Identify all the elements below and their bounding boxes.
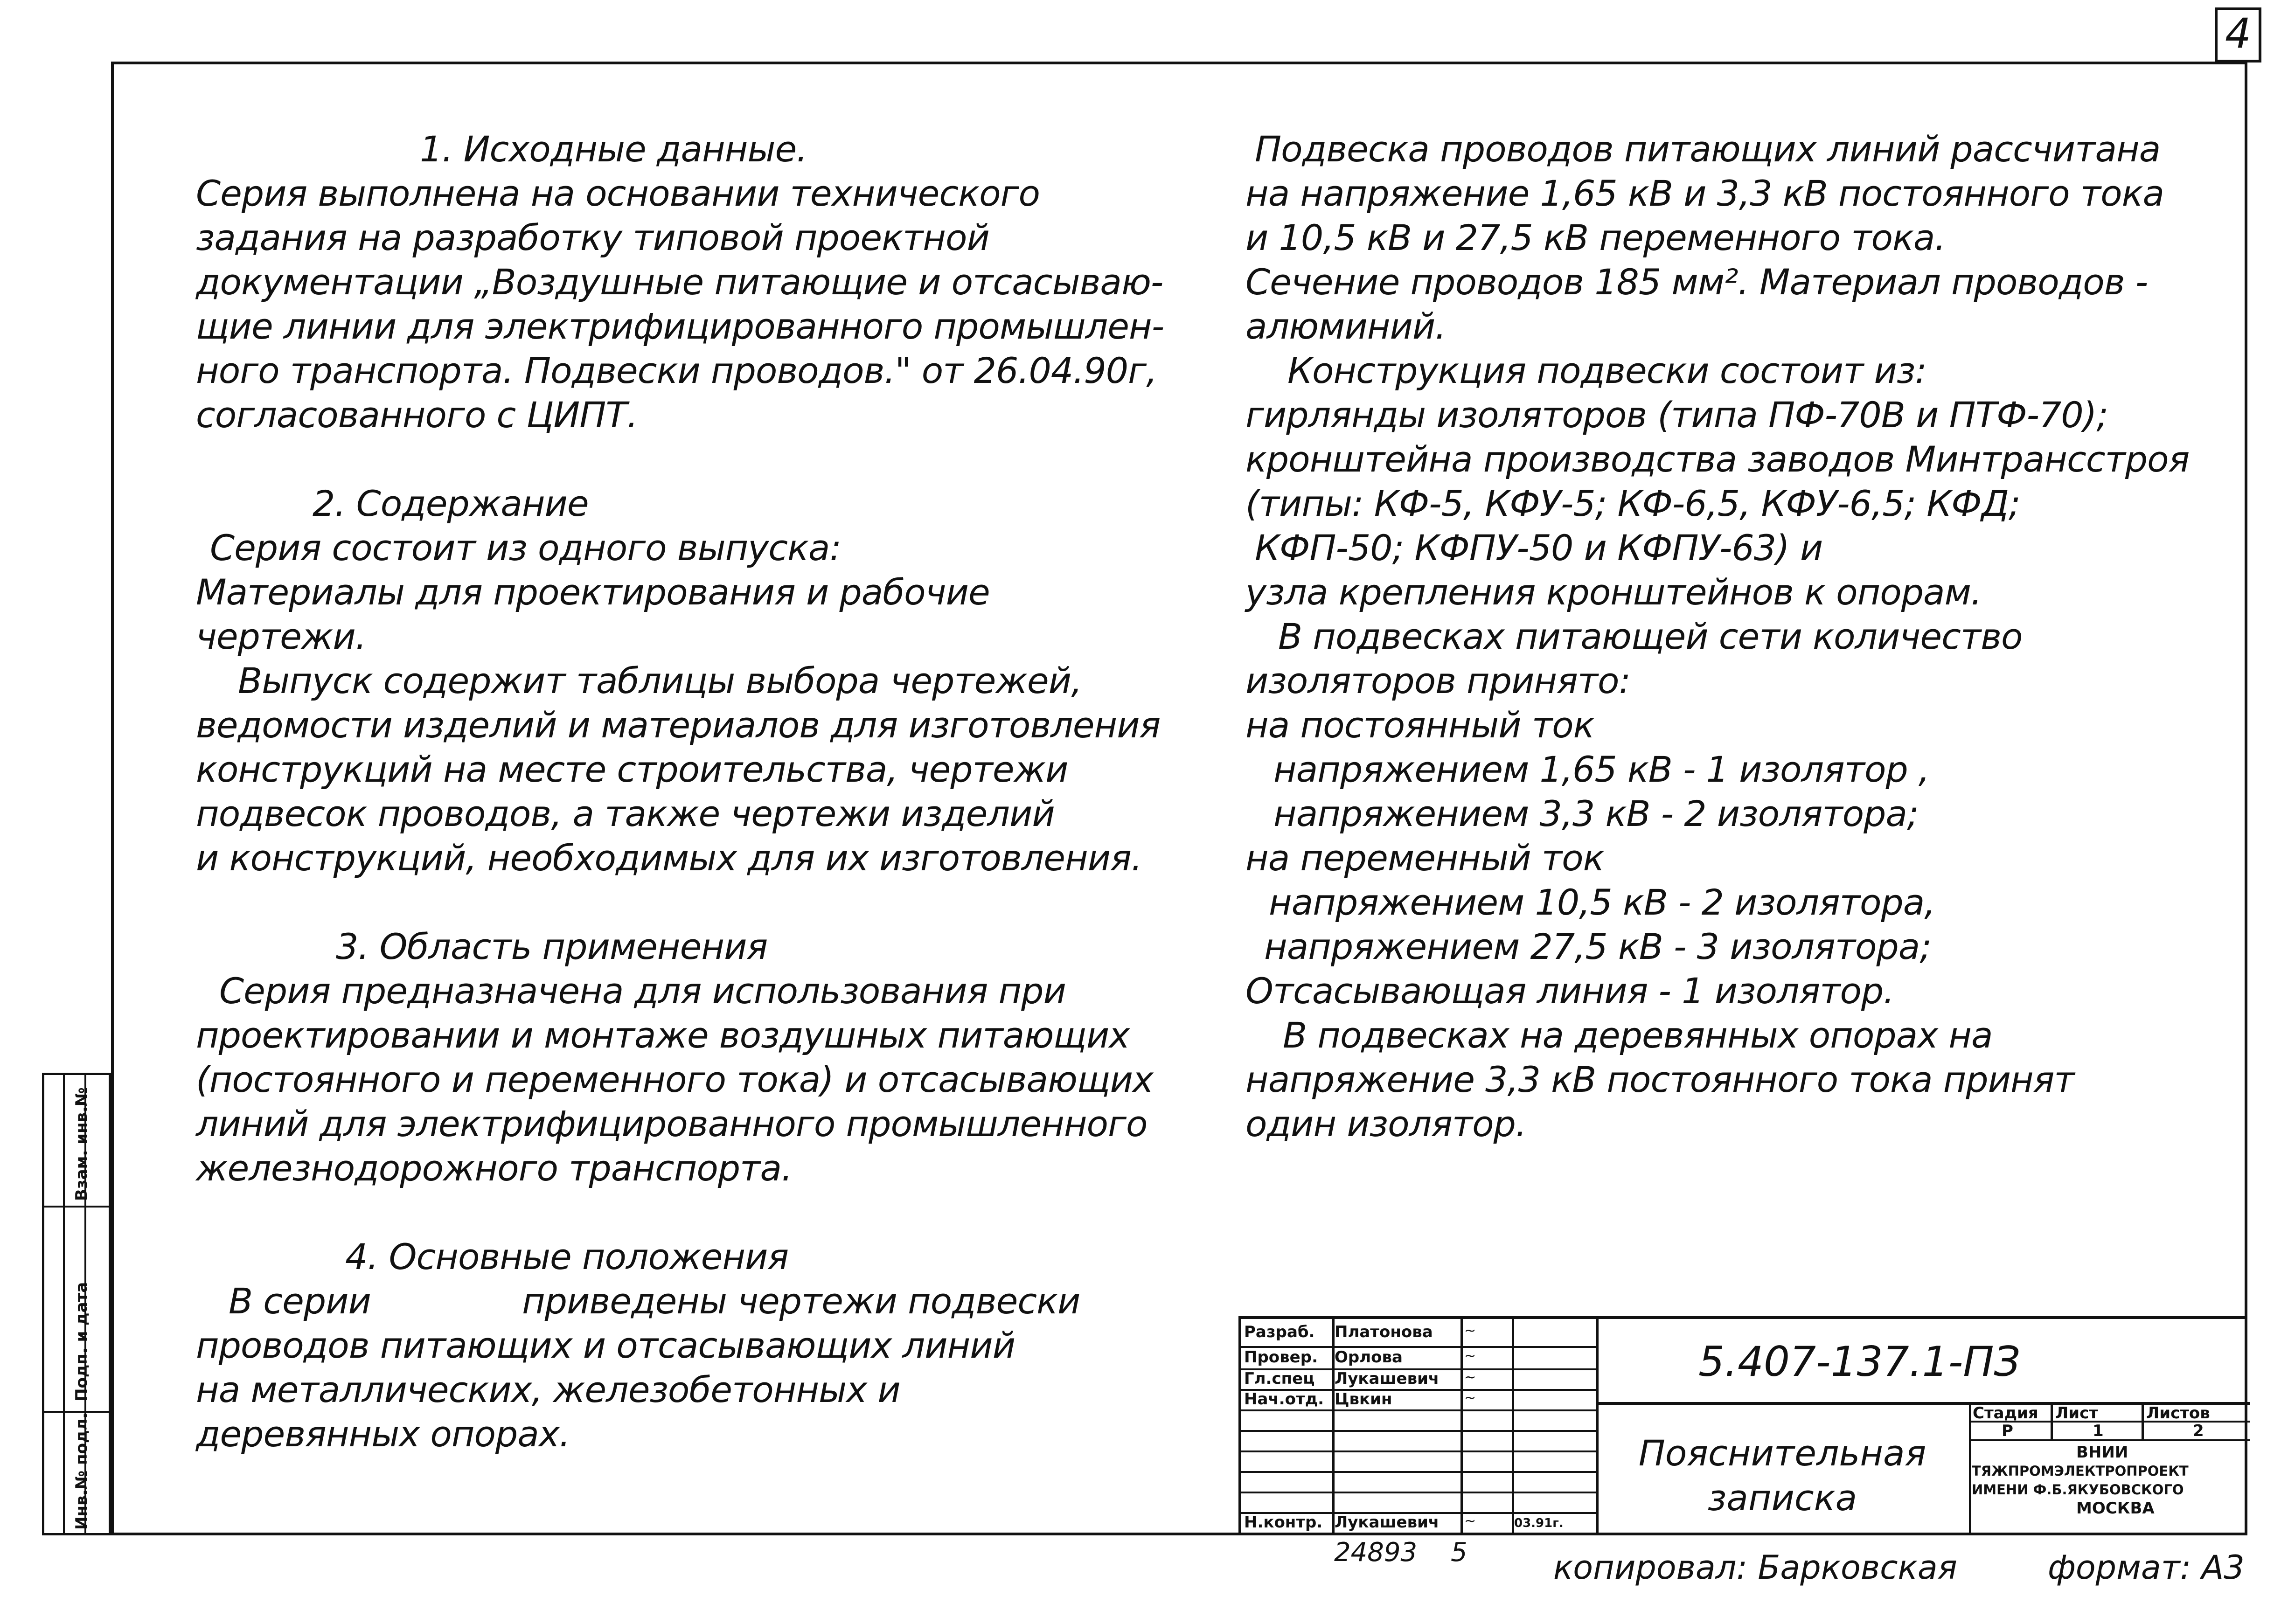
left-line: 1. Исходные данные.: [420, 128, 807, 170]
left-line: Серия предназначена для использования при: [219, 970, 1066, 1012]
left-line: Серия состоит из одного выпуска:: [210, 527, 841, 569]
role-3: Гл.спец: [1244, 1369, 1315, 1388]
left-line: Серия выполнена на основании технического: [196, 173, 1040, 214]
left-line: 4. Основные положения: [345, 1236, 789, 1277]
left-margin-stamp: [42, 1073, 111, 1535]
right-line: изоляторов принято:: [1245, 660, 1631, 701]
inventory-number: 24893: [1334, 1537, 1418, 1568]
left-line: железнодорожного транспорта.: [196, 1147, 793, 1189]
left-line: Материалы для проектирования и рабочие: [196, 571, 990, 613]
right-text-column: [1245, 127, 2189, 1146]
name-3: Лукашевич: [1335, 1369, 1440, 1388]
right-line: В подвесках питающей сети количество: [1278, 616, 2023, 657]
left-line: подвесок проводов, а также чертежи изделий: [196, 793, 1055, 834]
org-line2: ТЯЖПРОМЭЛЕКТРОПРОЕКТ: [1972, 1463, 2189, 1479]
sheets-header: Листов: [2146, 1404, 2210, 1423]
role-2: Провер.: [1244, 1348, 1318, 1367]
right-line: Конструкция подвески состоит из:: [1287, 350, 1926, 391]
right-line: гирлянды изоляторов (типа ПФ-70В и ПТФ-70);: [1245, 394, 2108, 436]
signature-4: ~: [1464, 1390, 1476, 1406]
signature-5: ~: [1464, 1513, 1476, 1529]
left-line: чертежи.: [196, 616, 366, 657]
vzam-label: Взам. инв.№: [72, 1087, 91, 1201]
left-line: и конструкций, необходимых для их изготовления.: [196, 837, 1142, 879]
document-title-line1: Пояснительная: [1638, 1432, 1926, 1474]
org-line3: ИМЕНИ Ф.Б.ЯКУБОВСКОГО: [1972, 1482, 2184, 1498]
right-line: (типы: КФ-5, КФУ-5; КФ-6,5, КФУ-6,5; КФД;: [1245, 483, 2020, 524]
right-line: и 10,5 кВ и 27,5 кВ переменного тока.: [1245, 217, 1946, 258]
org-line4: МОСКВА: [2076, 1499, 2155, 1518]
right-line: напряжение 3,3 кВ постоянного тока принят: [1245, 1059, 2074, 1100]
right-line: напряжением 10,5 кВ - 2 изолятора,: [1269, 881, 1935, 923]
right-line: один изолятор.: [1245, 1103, 1527, 1145]
sheet-number: 4: [2215, 7, 2261, 62]
date-5: 03.91г.: [1514, 1516, 1564, 1530]
right-line: напряжением 1,65 кВ - 1 изолятор ,: [1273, 749, 1930, 790]
role-5: Н.контр.: [1244, 1513, 1323, 1532]
left-line: щие линии для электрифицированного промышлен-: [196, 305, 1164, 347]
sheet-value: 1: [2093, 1422, 2104, 1440]
right-line: на переменный ток: [1245, 837, 1604, 879]
document-designation: 5.407-137.1-ПЗ: [1698, 1338, 2020, 1386]
document-title-line2: записка: [1707, 1477, 1857, 1519]
right-line: В подвесках на деревянных опорах на: [1283, 1014, 1993, 1056]
org-line1: ВНИИ: [2076, 1443, 2128, 1462]
name-4: Цвкин: [1335, 1390, 1392, 1409]
signature-3: ~: [1464, 1369, 1476, 1386]
right-line: КФП-50; КФПУ-50 и КФПУ-63) и: [1255, 527, 1823, 569]
sheet-header: Лист: [2055, 1404, 2098, 1423]
left-line: В серии приведены чертежи подвески: [229, 1280, 1080, 1322]
left-line: Выпуск содержит таблицы выбора чертежей,: [238, 660, 1082, 701]
left-line: [196, 880, 1164, 924]
left-line: ного транспорта. Подвески проводов." от 26.04.90г,: [196, 350, 1157, 391]
inv-orig-label: Инв.№ подл.: [72, 1412, 91, 1530]
right-line: напряжением 3,3 кВ - 2 изолятора;: [1273, 793, 1919, 834]
paper-format: формат: А3: [2048, 1548, 2245, 1587]
left-line: проектировании и монтаже воздушных питающих: [196, 1014, 1130, 1056]
name-2: Орлова: [1335, 1348, 1403, 1367]
role-1: Разраб.: [1244, 1323, 1315, 1341]
left-line: [196, 437, 1164, 481]
right-line: кронштейна производства заводов Минтрансстроя: [1245, 438, 2190, 480]
left-line: документации „Воздушные питающие и отсасываю-: [196, 261, 1163, 303]
sign-date-label: Подп. и дата: [72, 1282, 91, 1402]
name-5: Лукашевич: [1335, 1513, 1440, 1532]
copied-by: копировал: Барковская: [1553, 1548, 1957, 1587]
left-line: 2. Содержание: [313, 483, 589, 524]
left-line: деревянных опорах.: [196, 1413, 570, 1455]
left-line: согласованного с ЦИПТ.: [196, 394, 638, 436]
left-line: (постоянного и переменного тока) и отсасывающих: [196, 1059, 1153, 1100]
signature-1: ~: [1464, 1323, 1476, 1339]
right-line: Сечение проводов 185 мм². Материал проводов -: [1245, 261, 2148, 303]
role-4: Нач.отд.: [1244, 1390, 1324, 1409]
left-line: ведомости изделий и материалов для изготовления: [196, 704, 1161, 746]
right-line: алюминий.: [1245, 305, 1446, 347]
left-line: задания на разработку типовой проектной: [196, 217, 989, 258]
title-block: [1238, 1316, 2247, 1535]
copy-number: 5: [1451, 1537, 1467, 1568]
left-text-column: [196, 127, 1164, 1456]
left-line: на металлических, железобетонных и: [196, 1369, 900, 1410]
name-1: Платонова: [1335, 1323, 1433, 1341]
right-line: Подвеска проводов питающих линий рассчитана: [1255, 128, 2161, 170]
left-line: конструкций на месте строительства, чертежи: [196, 749, 1068, 790]
left-line: [196, 1190, 1164, 1235]
signature-2: ~: [1464, 1348, 1476, 1364]
right-line: напряжением 27,5 кВ - 3 изолятора;: [1264, 926, 1931, 967]
left-line: проводов питающих и отсасывающих линий: [196, 1325, 1015, 1366]
stage-header: Стадия: [1973, 1404, 2038, 1423]
right-line: на постоянный ток: [1245, 704, 1594, 746]
sheets-value: 2: [2193, 1422, 2204, 1440]
stage-value: Р: [2002, 1422, 2013, 1440]
left-line: линий для электрифицированного промышленного: [196, 1103, 1147, 1145]
left-line: 3. Область применения: [336, 926, 768, 967]
right-line: на напряжение 1,65 кВ и 3,3 кВ постоянного тока: [1245, 173, 2164, 214]
right-line: узла крепления кронштейнов к опорам.: [1245, 571, 1982, 613]
right-line: Отсасывающая линия - 1 изолятор.: [1245, 970, 1894, 1012]
